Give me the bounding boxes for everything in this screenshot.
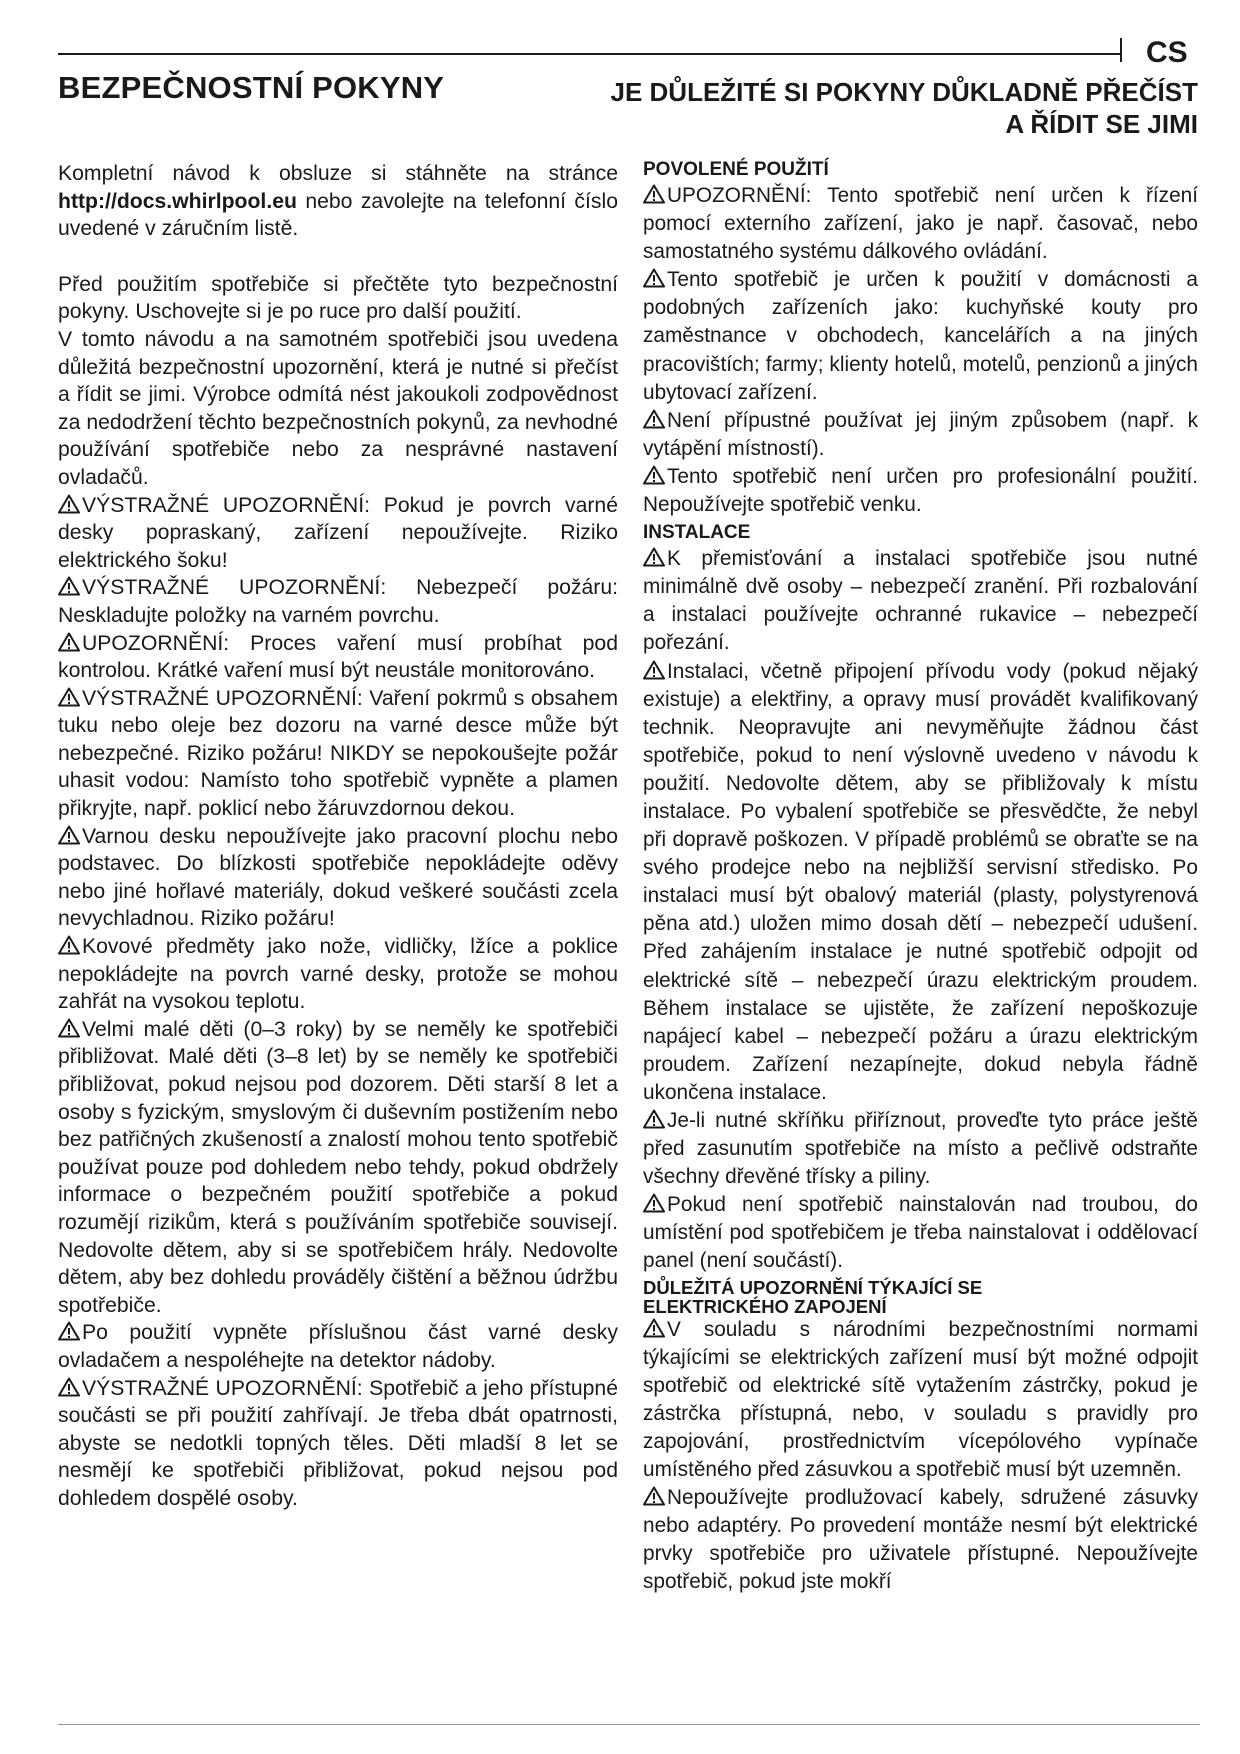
warning-item: Velmi malé děti (0–3 roky) by se neměly ke spotřebiči přibližovat. Malé děti (3–8 let) by se neměly ke spotřebiči přibližovat, pokud nejsou pod dozorem. Děti starší 8 let a osoby s fyzickým, smyslovým či duševním postižením nebo bez patřičných zkušeností a znalostí mohou tento spotřebič používat pouze pod dohledem nebo tehdy, pokud obdržely informace o bezpečném použití spotřebiče a pokud rozumějí rizikům, která s používáním spotřebiče souvisejí. Nedovolte dětem, aby si se spotřebičem hrály. Nedovolte dětem, aby bez dohledu prováděly čištění a běžnou údržbu spotřebiče. (58, 1017, 618, 1317)
warning-triangle-icon (643, 1193, 665, 1213)
page-subtitle (498, 76, 1198, 140)
warning-item: Instalaci, včetně připojení přívodu vody (pokud nějaký existuje) a elektřiny, a opravy musí provádět kvalifikovaný technik. Neopravujte ani nevyměňujte žádnou část spotřebiče, pokud to není výslovně uvedeno v návodu k použití. Nedovolte dětem, aby se přibližovaly k místu instalace. Po vybalení spotřebiče se přesvědčte, že nebyl při dopravě poškozen. V případě problémů se obraťte se na svého prodejce nebo na nejbližší servisní středisko. Po instalaci musí být obalový materiál (plasty, polystyrenová pěna atd.) uložen mimo dosah dětí – nebezpečí udušení. Před zahájením instalace je nutné spotřebič odpojit od elektrické sítě – nebezpečí úrazu elektrickým proudem. Během instalace se ujistěte, že zařízení nepoškozuje napájecí kabel – nebezpečí požáru a úrazu elektrickým proudem. Zařízení nezapínejte, dokud nebyla řádně ukončena instalace. (643, 659, 1198, 1104)
warning-item: Pokud není spotřebič nainstalován nad troubou, do umístění pod spotřebičem je třeba nainstalovat i oddělovací panel (není součástí). (643, 1193, 1198, 1273)
section-heading-electrical-line-1: DŮLEŽITÁ UPOZORNĚNÍ TÝKAJÍCÍ SE (643, 1276, 983, 1298)
section-heading-electrical-line-2: ELEKTRICKÉHO ZAPOJENÍ (643, 1295, 887, 1317)
paragraph-read-instructions: Před použitím spotřebiče si přečtěte tyto bezpečnostní pokyny. Uschovejte si je po ruce pro další použití. (58, 272, 618, 324)
warning-triangle-icon (643, 547, 665, 567)
subtitle-line-1: JE DŮLEŽITÉ SI POKYNY DŮKLADNĚ PŘEČÍST (610, 77, 1198, 107)
docs-link[interactable]: http://docs.whirlpool.eu (58, 189, 297, 213)
top-rule (58, 53, 1120, 55)
warning-triangle-icon (643, 1318, 665, 1338)
section-heading-permitted-use: POVOLENÉ POUŽITÍ (643, 159, 829, 180)
warning-item: Není přípustné používat jej jiným způsobem (např. k vytápění místností). (643, 408, 1198, 460)
warning-item: Po použití vypněte příslušnou část varné desky ovladačem a nespoléhejte na detektor nádoby. (58, 1321, 618, 1372)
warning-triangle-icon (58, 576, 80, 596)
warning-item: Kovové předměty jako nože, vidličky, lžíce a poklice nepokládejte na povrch varné desky, protože se mohou zahřát na vysokou teplotu. (58, 935, 618, 1014)
warning-item: Tento spotřebič není určen pro profesionální použití. Nepoužívejte spotřebič venku. (643, 464, 1198, 517)
warning-triangle-icon (643, 1486, 665, 1506)
warning-triangle-icon (643, 660, 665, 680)
warning-triangle-icon (58, 1321, 80, 1341)
section-heading-electrical (643, 1278, 1198, 1316)
page-title: BEZPEČNOSTNÍ POKYNY (58, 70, 445, 105)
warning-triangle-icon (643, 409, 665, 429)
warning-item: K přemisťování a instalaci spotřebiče jsou nutné minimálně dvě osoby – nebezpečí zranění. Při rozbalování a instalaci používejte ochranné rukavice – nebezpečí pořezání. (643, 547, 1198, 655)
language-code: CS (1146, 36, 1188, 69)
top-rule-tick (1120, 38, 1122, 62)
warning-triangle-icon (643, 1109, 665, 1129)
warning-triangle-icon (643, 268, 665, 288)
warning-item: V souladu s národními bezpečnostními normami týkajícími se elektrických zařízení musí být možné odpojit spotřebič od elektrické sítě vytažením zástrčky, pokud je zástrčka přístupná, nebo, v souladu s pravidly pro zapojování, prostřednictvím vícepólového vypínače umístěného před zásuvkou a spotřebič musí být uzemněn. (643, 1317, 1198, 1482)
warning-triangle-icon (58, 632, 80, 652)
section-heading-installation: INSTALACE (643, 522, 751, 544)
warning-item: VÝSTRAŽNÉ UPOZORNĚNÍ: Pokud je povrch varné desky popraskaný, zařízení nepoužívejte. Riziko elektrického šoku! (58, 493, 618, 572)
warning-item: Tento spotřebič je určen k použití v domácnosti a podobných zařízeních jako: kuchyňské kouty pro zaměstnance v obchodech, kancelářích a na jiných pracovištích; farmy; klienty hotelů, motelů, penzionů a jiných ubytovací zařízení. (643, 268, 1198, 404)
warning-item: Varnou desku nepoužívejte jako pracovní plochu nebo podstavec. Do blízkosti spotřebiče nepokládejte oděvy nebo jiné hořlavé materiály, dokud veškeré součásti zcela nevychladnou. Riziko požáru! (58, 824, 618, 931)
paragraph-manufacturer-disclaimer: V tomto návodu a na samotném spotřebiči jsou uvedena důležitá bezpečnostní upozornění, která je nutné si přečíst a řídit se jimi. Výrobce odmítá nést jakoukoli zodpovědnost za nedodržení těchto bezpečnostních pokynů, za nevhodné používání spotřebiče nebo za nesprávné nastavení ovladačů. (58, 327, 618, 489)
warning-triangle-icon (58, 1018, 80, 1038)
warning-triangle-icon (58, 687, 80, 707)
warning-triangle-icon (58, 1377, 80, 1397)
warning-item: UPOZORNĚNÍ: Tento spotřebič není určen k řízení pomocí externího zařízení, jako je např. časovač, nebo samostatného systému dálkového ovládání. (643, 184, 1198, 264)
subtitle-line-2: A ŘÍDIT SE JIMI (1005, 109, 1198, 139)
warning-item: VÝSTRAŽNÉ UPOZORNĚNÍ: Spotřebič a jeho přístupné součásti se při použití zahřívají. Je třeba dbát opatrnosti, abyste se nedotkli topných těles. Děti mladší 8 let se nesmějí ke spotřebiči přibližovat, pokud nejsou pod dohledem dospělé osoby. (58, 1376, 618, 1510)
warning-triangle-icon (58, 935, 80, 955)
warning-item: VÝSTRAŽNÉ UPOZORNĚNÍ: Vaření pokrmů s obsahem tuku nebo oleje bez dozoru na varné desce může být nebezpečné. Riziko požáru! NIKDY se nepokoušejte požár uhasit vodou: Namísto toho spotřebič vypněte a plamen přikryjte, např. poklicí nebo žáruvzdornou dekou. (58, 686, 618, 821)
warning-item: Nepoužívejte prodlužovací kabely, sdružené zásuvky nebo adaptéry. Po provedení montáže nesmí být elektrické prvky spotřebiče pro uživatele přístupné. Nepoužívejte spotřebič, pokud jste mokří (643, 1486, 1198, 1594)
warning-triangle-icon (58, 825, 80, 845)
warning-triangle-icon (643, 184, 665, 204)
warning-triangle-icon (643, 465, 665, 485)
right-column (643, 158, 1198, 1597)
warning-item: VÝSTRAŽNÉ UPOZORNĚNÍ: Nebezpečí požáru: Neskladujte položky na varném povrchu. (58, 576, 618, 627)
left-column (58, 160, 618, 1513)
warning-triangle-icon (58, 494, 80, 514)
warning-item: Je-li nutné skříňku přiříznout, proveďte tyto práce ještě před zasunutím spotřebiče na místo a pečlivě odstraňte všechny dřevěné třísky a piliny. (643, 1109, 1198, 1189)
bottom-rule (58, 1724, 1200, 1725)
intro-paragraph: Kompletní návod k obsluze si stáhněte na stránce http://docs.whirlpool.eu nebo zavolejte na telefonní číslo uvedené v záručním listě. (58, 162, 618, 241)
warning-item: UPOZORNĚNÍ: Proces vaření musí probíhat pod kontrolou. Krátké vaření musí být neustále monitorováno. (58, 631, 618, 683)
